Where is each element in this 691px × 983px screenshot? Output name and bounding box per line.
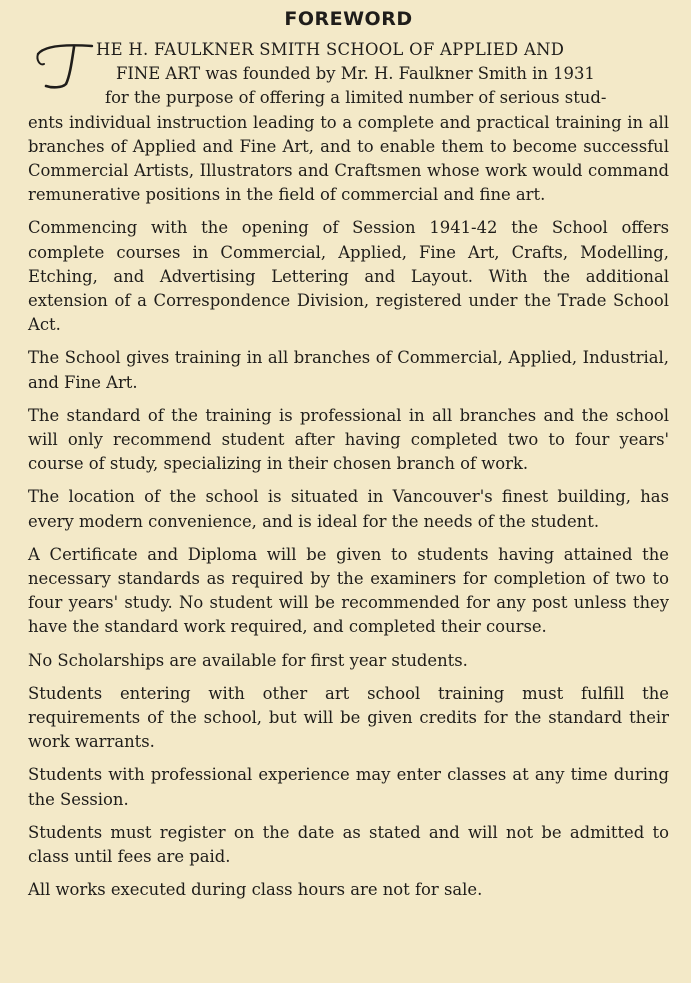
paragraph-credits: Students entering with other art school training must fulfill the requirements of the school, but will be given credits for the standard their work warrants.: [28, 683, 669, 752]
paragraph-standard: The standard of the training is professional in all branches and the school will only recommend student after having completed two to four years' course of study, specializing in their chosen branch of work.: [28, 405, 669, 474]
intro-line-2: FINE ART was founded by Mr. H. Faulkner Smith in 1931: [116, 64, 595, 84]
intro-line-1: HE H. FAULKNER SMITH SCHOOL OF APPLIED AND: [96, 40, 565, 59]
paragraph-scholarships: No Scholarships are available for first year students.: [28, 650, 468, 670]
paragraph-training: The School gives training in all branches of Commercial, Applied, Industrial, and Fine Art.: [28, 348, 669, 392]
paragraph-experience: Students with professional experience may enter classes at any time during the Session.: [28, 765, 669, 809]
paragraph-registration: Students must register on the date as stated and will not be admitted to class until fees are paid.: [28, 822, 669, 867]
page-title: FOREWORD: [284, 8, 413, 30]
paragraph-sessions: Commencing with the opening of Session 1941-42 the School offers complete courses in Commercial, Applied, Fine Art, Crafts, Modelling, Etching, and Advertising Lettering and Layout. With the additional extension of a Correspondence Division, registered under the Trade School Act.: [28, 218, 669, 335]
dropcap-t-icon: [34, 40, 94, 90]
paragraph-certificate: A Certificate and Diploma will be given to students having attained the necessary standards as required by the examiners for completion of two to four years' study. No student will be recommended for any post unless they have the standard work required, and completed their course.: [28, 544, 669, 637]
paragraph-sale: All works executed during class hours are not for sale.: [28, 880, 483, 900]
intro-paragraph: [28, 38, 669, 207]
paragraph-location: The location of the school is situated in Vancouver's finest building, has every modern convenience, and is ideal for the needs of the student.: [28, 487, 669, 531]
intro-line-3: for the purpose of offering a limited number of serious stud-: [105, 88, 607, 108]
intro-rest: ents individual instruction leading to a complete and practical training in all branches of Applied and Fine Art, and to enable them to become successful Commercial Artists, Illustrators and Craftsmen whose work would command remunerative positions in the field of commercial and fine art.: [28, 112, 669, 205]
